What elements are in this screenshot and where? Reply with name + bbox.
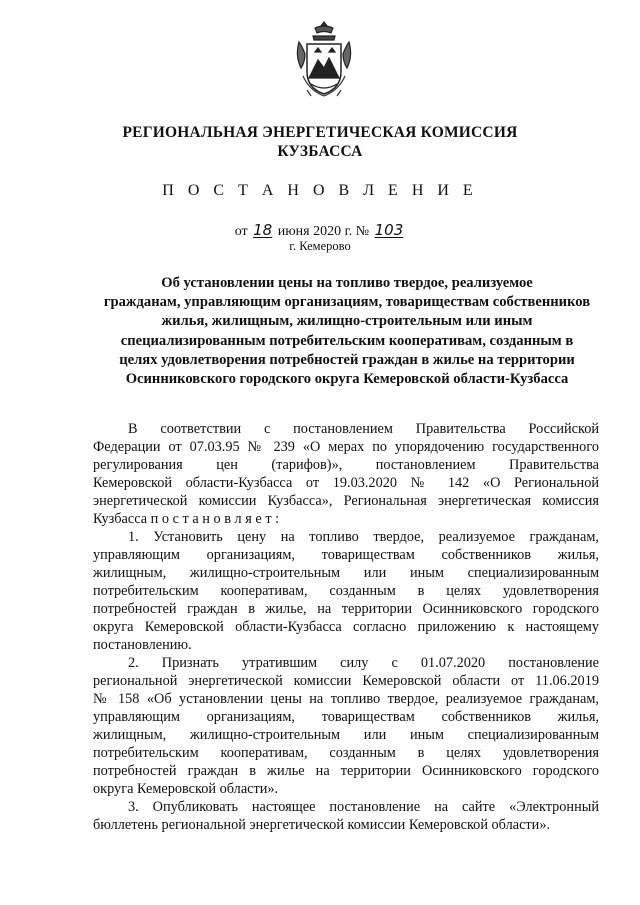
body-line: В соответствии с постановлением Правительства Российской [128,421,599,437]
body-line: 2. Признать утратившим силу с 01.07.2020 постановление [128,655,599,671]
body-line: потребностей граждан в жилье на территории Осинниковского городского [93,763,599,779]
date-day: 18 [253,221,273,239]
document-type: П О С Т А Н О В Л Е Н И Е [162,182,478,199]
number-prefix: № [355,224,370,239]
body-line: региональной энергетической комиссии Кемеровской области от 11.06.2019 [93,673,599,689]
body-line: постановлению. [93,637,192,653]
body-line: управляющим организациям, товариществам собственников жилья, [93,709,599,725]
body-line: Кузбасса п о с т а н о в л я е т : [93,511,280,527]
document-title [88,274,606,389]
body-line: энергетической комиссии Кузбасса», Региональная энергетическая комиссия [93,493,599,509]
document-number: 103 [374,221,404,239]
body-line: Федерации от 07.03.95 № 239 «О мерах по упорядочению государственного [93,439,599,455]
title-line: гражданам, управляющим организациям, товариществам собственников [103,294,591,311]
issuer-name-line1: РЕГИОНАЛЬНАЯ ЭНЕРГЕТИЧЕСКАЯ КОМИССИЯ [122,124,518,141]
body-line: потребительским кооперативам, созданным в целях удовлетворения [93,745,599,761]
body-line: Кемеровской области-Кузбасса от 19.03.2020 № 142 «О Региональной [93,475,599,491]
body-line: 1. Установить цену на топливо твердое, реализуемое гражданам, [128,529,599,545]
body-line: жилищным, жилищно-строительным или иным специализированным [93,727,599,743]
body-line: 3. Опубликовать настоящее постановление на сайте «Электронный [128,799,599,815]
issuer-name-line2: КУЗБАССА [277,143,363,160]
body-line: потребительским кооперативам, созданным в целях удовлетворения [93,583,599,599]
date-rest: июня 2020 г. [277,224,353,239]
title-line: жилья, жилищным, жилищно-строительным или иным [161,313,533,330]
body-line: потребностей граждан в жилье, на территории Осинниковского городского [93,601,599,617]
date-prefix: от [234,224,248,239]
date-number-line [0,221,640,240]
title-line: целях удовлетворения потребностей граждан в жилье на территории [119,351,575,368]
title-line: Об установлении цены на топливо твердое, реализуемое [161,275,533,291]
body-line: № 158 «Об установлении цены на топливо твердое, реализуемое гражданам, [93,691,599,707]
body-line: округа Кемеровской области». [93,781,279,797]
body-line: жилищным, жилищно-строительным или иным специализированным [93,565,599,581]
city: г. Кемерово [289,239,351,253]
title-line: специализированным потребительским кооперативам, созданным в [120,332,574,349]
title-line: Осинниковского городского округа Кемеровской области-Кузбасса [125,371,569,388]
body-line: управляющим организациям, товариществам собственников жилья, [93,547,599,563]
body-line: регулирования цен (тарифов)», постановлением Правительства [93,457,599,473]
body-line: бюллетень региональной энергетической комиссии Кемеровской области». [93,817,551,833]
coat-of-arms-icon [293,18,355,102]
body-line: округа Кемеровской области-Кузбасса согласно приложению к настоящему [93,619,599,635]
